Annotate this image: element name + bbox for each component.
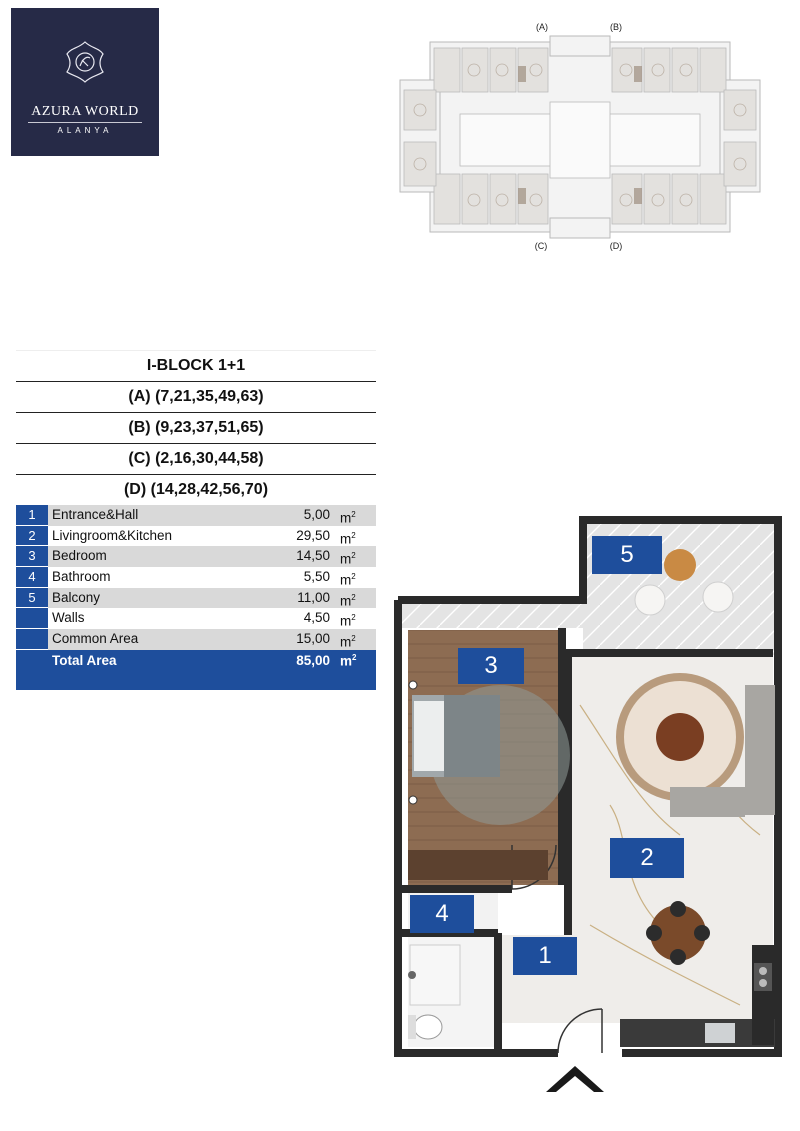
row-name: Bedroom bbox=[52, 548, 107, 564]
row-name: Balcony bbox=[52, 589, 101, 605]
floor-plan-drawing bbox=[380, 505, 800, 1095]
row-number: 3 bbox=[16, 546, 48, 567]
row-value: 11,00 bbox=[297, 589, 330, 605]
crest-icon bbox=[61, 38, 109, 86]
row-unit: $m^2$ bbox=[340, 551, 356, 567]
table-row bbox=[16, 588, 376, 609]
row-number: 5 bbox=[16, 588, 48, 609]
table-row bbox=[16, 608, 376, 629]
row-value: 4,50 bbox=[303, 610, 330, 626]
brand-logo bbox=[11, 8, 159, 156]
row-value: 14,50 bbox=[296, 548, 330, 564]
room-badge-balcony: 5 bbox=[592, 536, 662, 574]
row-name: Entrance&Hall bbox=[52, 507, 139, 522]
room-badge-bathroom: 4 bbox=[410, 895, 474, 933]
row-value: 5,00 bbox=[303, 507, 330, 522]
row-name: Bathroom bbox=[52, 569, 111, 585]
row-name: Livingroom&Kitchen bbox=[52, 527, 173, 543]
row-number bbox=[16, 608, 48, 629]
row-value: 29,50 bbox=[296, 527, 330, 543]
row-unit: $m^2$ bbox=[340, 510, 356, 526]
total-row bbox=[16, 650, 376, 690]
site-label-b: (B) bbox=[610, 22, 622, 32]
room-badge-entrance: 1 bbox=[513, 937, 577, 975]
site-label-d: (D) bbox=[609, 241, 623, 251]
block-site-plan bbox=[390, 18, 770, 258]
total-name: Total Area bbox=[52, 652, 117, 668]
row-unit: $m^2$ bbox=[340, 572, 356, 588]
sink-icon bbox=[705, 1023, 735, 1043]
brand-city: ALANYA bbox=[57, 126, 113, 135]
room-badge-living: 2 bbox=[610, 838, 684, 878]
table-row bbox=[16, 567, 376, 588]
table-row bbox=[16, 546, 376, 567]
unit-group-d: (D) (14,28,42,56,70) bbox=[16, 475, 376, 505]
row-number: 1 bbox=[16, 505, 48, 526]
area-table bbox=[16, 350, 376, 690]
unit-group-a: (A) (7,21,35,49,63) bbox=[16, 382, 376, 413]
row-unit: $m^2$ bbox=[340, 634, 356, 650]
unit-group-c: (C) (2,16,30,44,58) bbox=[16, 444, 376, 475]
row-unit: $m^2$ bbox=[340, 592, 356, 609]
table-title: I-BLOCK 1+1 bbox=[16, 350, 376, 382]
table-row bbox=[16, 526, 376, 547]
brand-name: AZURA WORLD bbox=[31, 104, 139, 119]
room-badge-bedroom: 3 bbox=[458, 648, 524, 684]
row-number bbox=[16, 629, 48, 650]
total-value: 85,00 bbox=[296, 652, 330, 668]
row-number: 2 bbox=[16, 526, 48, 547]
row-unit: $m^2$ bbox=[340, 613, 356, 629]
total-unit: $m^2$ bbox=[340, 652, 357, 669]
row-number: 4 bbox=[16, 567, 48, 588]
table-row bbox=[16, 505, 376, 526]
brand-divider bbox=[28, 122, 142, 123]
entrance-arrow-icon bbox=[544, 1060, 606, 1094]
table-row bbox=[16, 629, 376, 650]
row-unit: $m^2$ bbox=[340, 530, 356, 547]
apartment-floor-plan bbox=[380, 505, 800, 1095]
site-label-a: (A) bbox=[536, 22, 548, 32]
site-plan-drawing bbox=[390, 18, 770, 258]
row-value: 5,50 bbox=[303, 569, 330, 585]
row-name: Walls bbox=[52, 610, 85, 626]
toilet-icon bbox=[408, 1015, 442, 1039]
unit-group-b: (B) (9,23,37,51,65) bbox=[16, 413, 376, 444]
row-name: Common Area bbox=[52, 631, 139, 647]
row-value: 15,00 bbox=[296, 631, 330, 647]
stove-icon bbox=[754, 963, 772, 991]
site-label-c: (C) bbox=[534, 241, 548, 251]
